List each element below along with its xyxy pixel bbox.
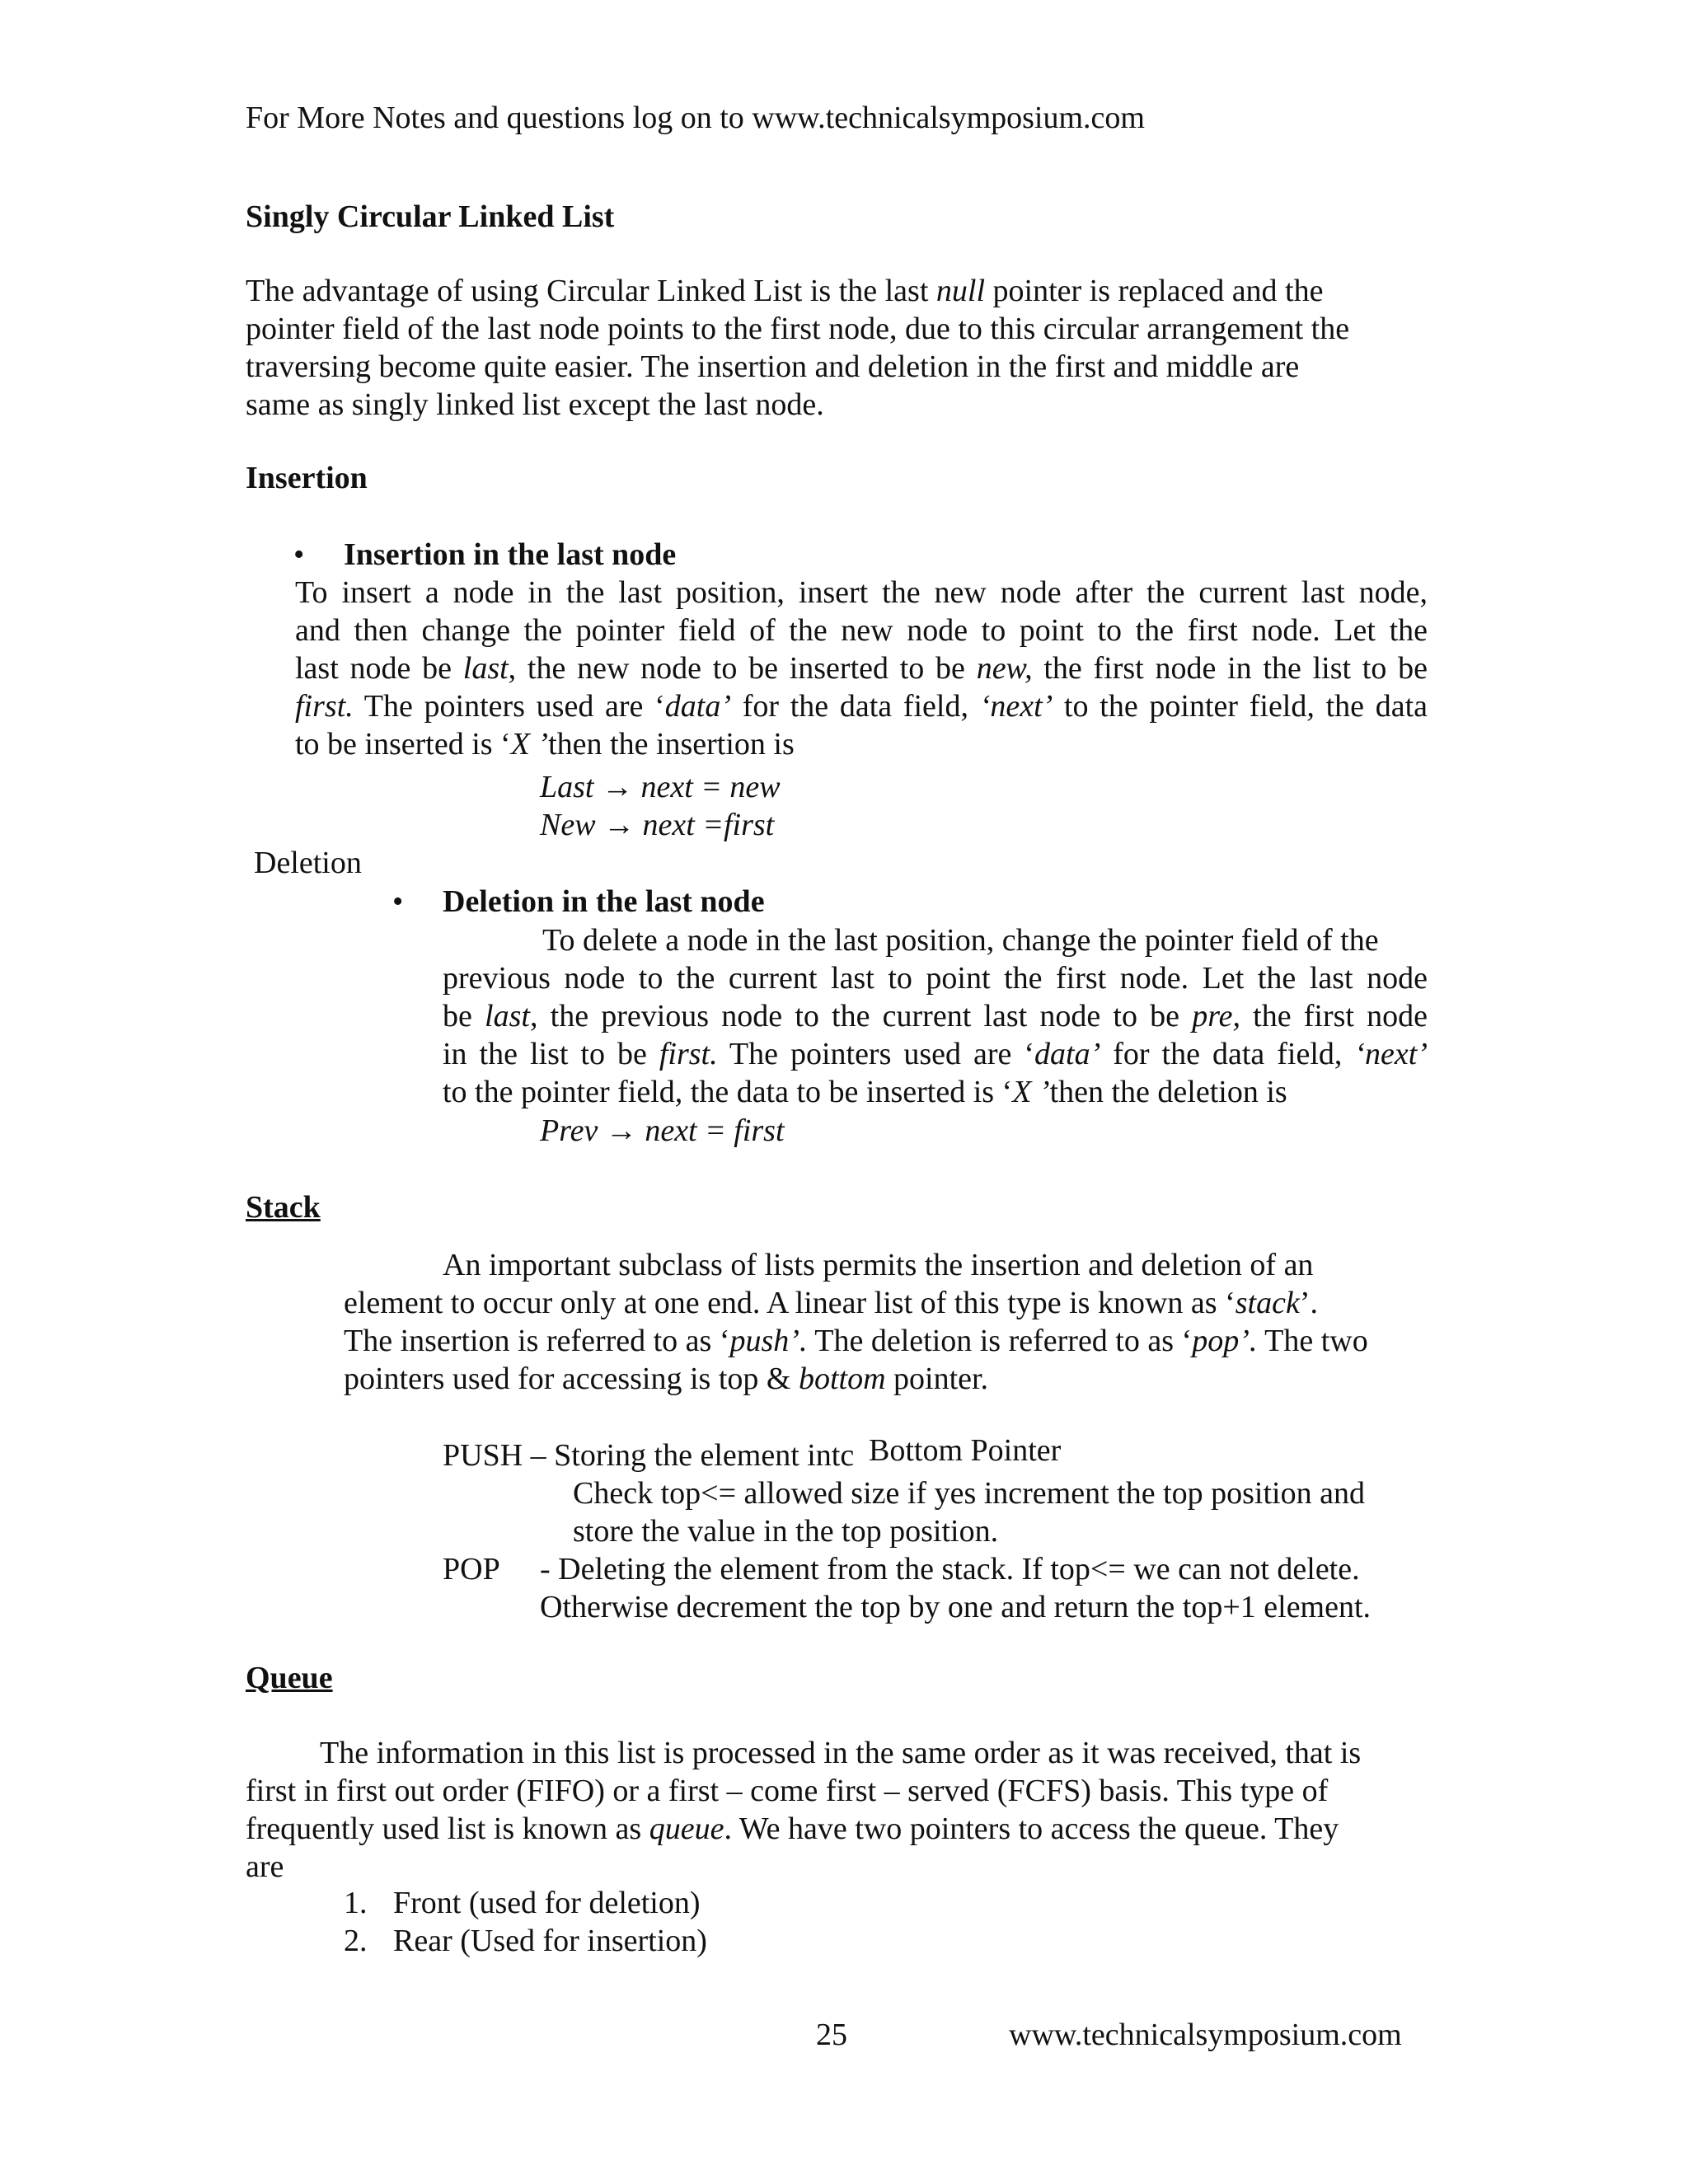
- queue-line-1: The information in this list is processed in the same order as it was received, that is: [320, 1736, 1362, 1770]
- intro-line-3: traversing become quite easier. The insertion and deletion in the first and middle are: [246, 349, 1300, 384]
- stack-line-1: An important subclass of lists permits the insertion and deletion of an: [443, 1248, 1314, 1282]
- bullet-icon: •: [293, 537, 305, 572]
- section-title-circular-list: Singly Circular Linked List: [246, 199, 615, 234]
- bullet-icon: •: [392, 884, 404, 919]
- queue-item-number: 1.: [344, 1886, 368, 1920]
- intro-line-4: same as singly linked list except the last node.: [246, 387, 824, 422]
- push-line-3: store the value in the top position.: [573, 1514, 999, 1549]
- deletion-heading: Deletion: [254, 846, 362, 880]
- page-number: 25: [816, 2018, 847, 2052]
- insertion-paragraph: To insert a node in the last position, insert the new node after the current last node, and then change the pointer field of the new node to point to the first node. Let the last node be last, the new node to be inserted to be new, the first node in the list to be first. The pointers used are ‘data’ for the data field, ‘next’ to the pointer field, the data to be inserted is ‘X ’then the insertion is: [295, 575, 1428, 762]
- pop-line-1: - Deleting the element from the stack. If top<= we can not delete.: [540, 1552, 1360, 1586]
- queue-heading: Queue: [246, 1661, 333, 1695]
- insertion-heading: Insertion: [246, 461, 368, 495]
- stack-heading: Stack: [246, 1190, 321, 1225]
- stack-paragraph: element to occur only at one end. A linear list of this type is known as ‘stack’. The insertion is referred to as ‘push’. The deletion is referred to as ‘pop’. The two pointers used for accessing is top & bottom pointer.: [344, 1286, 1368, 1396]
- deletion-bullet-title: Deletion in the last node: [443, 884, 765, 919]
- intro-line-2: pointer field of the last node points to the first node, due to this circular arrangement the: [246, 312, 1350, 346]
- insertion-bullet-title: Insertion in the last node: [344, 537, 677, 572]
- page-header: For More Notes and questions log on to www.technicalsymposium.com: [246, 101, 1145, 135]
- intro-line-1: The advantage of using Circular Linked List is the last null pointer is replaced and the: [246, 274, 1324, 308]
- push-line: PUSH – Storing the element intc: [443, 1438, 855, 1473]
- pop-line-2: Otherwise decrement the top by one and return the top+1 element.: [540, 1590, 1372, 1624]
- deletion-formula: Prev → next = first: [540, 1113, 785, 1148]
- bottom-pointer-label: Bottom Pointer: [869, 1432, 1064, 1469]
- insertion-formula-2: New → next =first: [540, 808, 775, 842]
- deletion-paragraph: previous node to the current last to point the first node. Let the last node be last, the previous node to the current last node to be pre, the first node in the list to be first. The pointers used are ‘data’ for the data field, ‘next’ to the pointer field, the data to be inserted is ‘X ’then the deletion is: [443, 961, 1428, 1109]
- queue-item-text: Rear (Used for insertion): [393, 1924, 707, 1958]
- circular-intro-paragraph: [246, 272, 1349, 424]
- deletion-line-1: To delete a node in the last position, change the pointer field of the: [542, 923, 1379, 958]
- queue-item-number: 2.: [344, 1924, 368, 1958]
- footer-site: www.technicalsymposium.com: [1009, 2018, 1402, 2052]
- push-line-2: Check top<= allowed size if yes increment the top position and: [573, 1476, 1365, 1511]
- pop-label: POP: [443, 1552, 500, 1586]
- insertion-formula-1: Last → next = new: [540, 770, 781, 804]
- queue-item-text: Front (used for deletion): [393, 1886, 701, 1920]
- queue-paragraph: first in first out order (FIFO) or a first – come first – served (FCFS) basis. This type of frequently used list is known as queue. We have two pointers to access the queue. They are: [246, 1774, 1339, 1884]
